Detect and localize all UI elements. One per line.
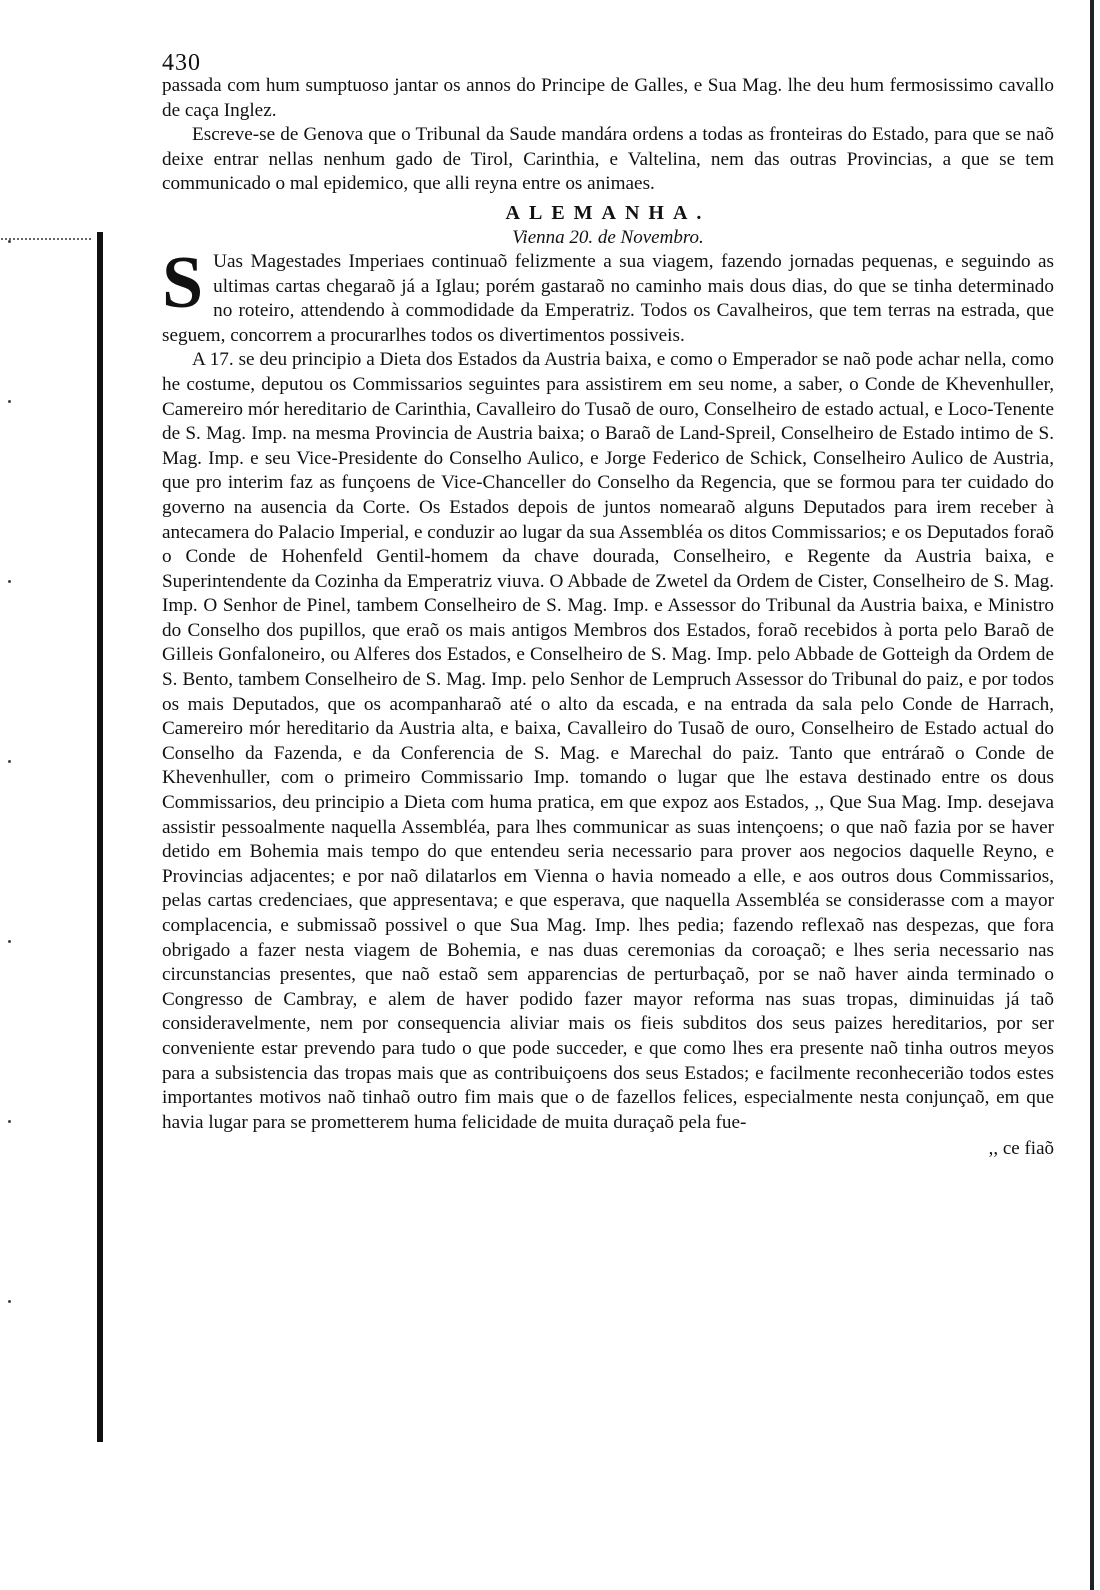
scan-page-edge: [1090, 0, 1094, 1590]
paragraph-dieta: [162, 348, 1054, 1135]
paragraph-continuation: passada com hum sumptuoso jantar os annos do Principe de Galles, e Sua Mag. lhe deu hum fermosissimo cavallo de caça Inglez.: [162, 75, 1054, 121]
paragraph-dieta-text: A 17. se deu principio a Dieta dos Estados da Austria baixa, e como o Emperador se naõ pode achar nella, como he costume, deputou os Commissarios seguintes para assistirem em seu nome, a saber, o Conde de Khevenhuller, Camereiro mór hereditario de Carinthia, Cavalleiro do Tusaõ de ouro, Conselheiro de estado actual, e Loco-Tenente de S. Mag. Imp. na mesma Provincia de Austria baixa; o Baraõ de Land-Spreil, Conselheiro de Estado intimo de S. Mag. Imp. e seu Vice-Presidente do Conselho Aulico, e Jorge Federico de Schick, Conselheiro Aulico de Austria, que pro interim faz as funçoens de Vice-Chanceller do Conselho da Regencia, que se formou para ter cuidado do governo na ausencia da Corte. Os Estados depois de juntos nomearaõ alguns Deputados para irem receber à antecamera do Palacio Imperial, e conduzir ao lugar da sua Assembléa os ditos Commissarios; e os Deputados foraõ o Conde de Hohenfeld Gentil-homem da chave dourada, Conselheiro, e Regente da Austria baixa, e Superintendente da Cozinha da Emperatriz viuva. O Abbade de Zwetel da Ordem de Cister, Conselheiro de S. Mag. Imp. O Senhor de Pinel, tambem Conselheiro de S. Mag. Imp. e Assessor do Tribunal da Austria baixa, e Ministro do Conselho dos pupillos, que eraõ os mais antigos Membros dos Estados, foraõ recebidos à porta pelo Baraõ de Gilleis Gonfaloneiro, ou Alferes dos Estados, e Conselheiro de S. Mag. Imp. pelo Abbade de Gotteigh da Ordem de S. Bento, tambem Conselheiro de S. Mag. Imp. pelo Senhor de Lempruch Assessor do Tribunal do paiz, e por todos os mais Deputados, que os acompanharaõ até o alto da escada, e na entrada da sala pelo Conde de Harrach, Camereiro mór hereditario da Austria alta, e baixa, Cavalleiro do Tusaõ de ouro, Conselheiro de Estado actual do Conselho da Fazenda, e da Conferencia de S. Mag. e Marechal do paiz. Tanto que entráraõ o Conde de Khevenhuller, com o primeiro Commissario Imp. tomando o lugar que lhe estava destinado entre os dous Commissarios, deu principio a Dieta com huma pratica, em que expoz aos Estados,: [162, 349, 1054, 814]
section-heading: ALEMANHA.: [505, 201, 711, 224]
section-dateline: Vienna 20. de Novembro.: [512, 226, 704, 248]
document-page: [162, 52, 1054, 1161]
catchword: ,, ce fiaõ: [988, 1138, 1054, 1160]
page-number: 430: [162, 50, 201, 76]
scan-margin-specks: [8, 240, 18, 1390]
paragraph-genova: Escreve-se de Genova que o Tribunal da Saude mandára ordens a todas as fronteiras do Estado, para que se naõ deixe entrar nellas nenhum gado de Tirol, Carinthia, e Valtelina, nem das outras Provincias, a que se tem communicado o mal epidemico, que alli reyna entre os animaes.: [162, 124, 1054, 195]
paragraph-majesties-text: Uas Magestades Imperiaes continuaõ felizmente a sua viagem, fazendo jornadas pequenas, e seguindo as ultimas cartas chegaraõ já a Iglau; porém gastaraõ no caminho mais dous dias, do que se tinha determinado no roteiro, attendendo à commodidade da Emperatriz. Todos os Cavalheiros, que tem terras na estrada, que seguem, concorrem a procurarlhes todos os divertimentos possiveis.: [162, 250, 1054, 346]
scan-binding-edge: [97, 232, 103, 1442]
paragraph-dieta-quote: ,, Que Sua Mag. Imp. desejava assistir pessoalmente naquella Assembléa, para lhes communicar as suas intençoens; o que naõ fazia por se haver detido em Bohemia mais tempo do que entendeu seria necessario para prover aos negocios daquelle Reyno, e Provincias adjacentes; e por naõ dilatarlos em Vienna o havia nomeado a elle, e aos outros dous Commissarios, pelas cartas credenciaes, que appresentava; e que esperava, que naquella Assembléa se considerasse com a mayor complacencia, e submissaõ possivel o que Sua Mag. Imp. lhes pedia; fazendo reflexaõ nas despezas, que fora obrigado a fazer nesta viagem de Bohemia, e nas duas ceremonias da coroaçaõ; e lhes seria necessario nas circunstancias presentes, que naõ estaõ sem apparencias de perturbaçaõ, por se naõ haver ainda terminado o Congresso de Cambray, e alem de haver podido fazer mayor reforma nas suas tropas, diminuidas já taõ consideravelmente, nem por consequencia aliviar mais os fieis subditos dos seus paizes hereditarios, por ser conveniente estar prevendo para tudo o que pode succeder, e que como lhes era presente naõ tinha outros meyos para a subsistencia das tropas mais que as contribuiçoens dos seus Estados; e facilmente reconhecerião todos estes importantes motivos naõ tinhaõ outro fim mais que o de fazellos felices, especialmente nesta conjunçaõ, em que havia lugar para se prometterem huma felicidade de muita duraçaõ pela fue-: [162, 792, 1054, 1133]
paragraph-majesties: [162, 241, 1054, 348]
drop-cap: S: [162, 241, 204, 324]
